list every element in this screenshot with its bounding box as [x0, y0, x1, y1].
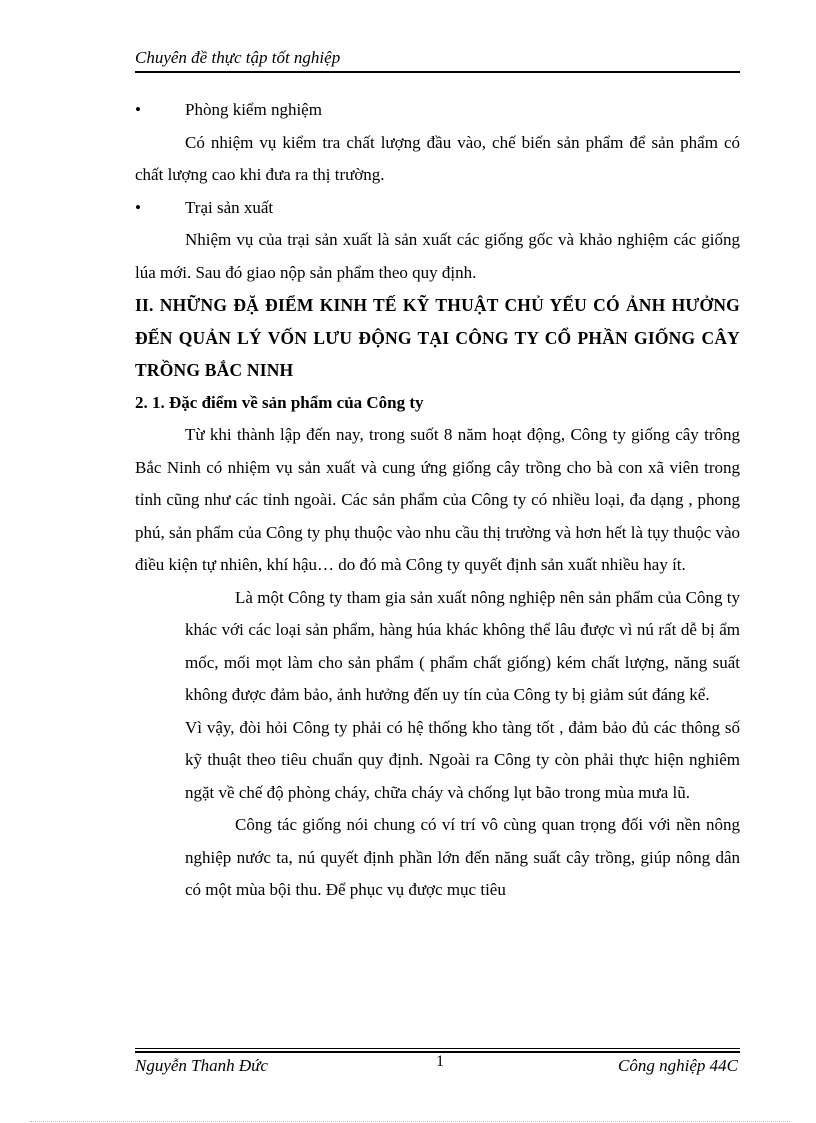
footer-author: Nguyễn Thanh Đức: [135, 1056, 268, 1075]
subsection-heading: 2. 1. Đặc điểm về sản phẩm của Công ty: [135, 392, 424, 412]
page-number: 1: [436, 1053, 444, 1070]
paragraph: Là một Công ty tham gia sản xuất nông nghiệp nên sản phẩm của Công ty khác với các loại sản phẩm, hàng húa khác không thể lâu được vì nú rất dễ bị ẩm mốc, mối mọt làm cho sản phẩm ( phẩm chất giống) kém chất lượng, năng suất không được đảm bảo, ảnh hưởng đến uy tín của Công ty bị giảm sút đáng kể.: [185, 587, 740, 704]
footer-rule: [135, 1048, 740, 1049]
paragraph: Có nhiệm vụ kiểm tra chất lượng đầu vào, chế biến sản phẩm để sản phẩm có chất lượng cao khi đưa ra thị trường.: [135, 132, 740, 184]
bullet-icon: •: [135, 197, 141, 217]
bullet-text: Phòng kiểm nghiệm: [185, 100, 322, 119]
paragraph: Công tác giống nói chung có ví trí vô cùng quan trọng đối với nền nông nghiệp nước ta, nú quyết định phần lớn đến năng suất cây trồng, giúp nông dân có một mùa bội thu. Để phục vụ được mục tiêu: [185, 815, 740, 899]
paragraph: Nhiệm vụ của trại sản xuất là sản xuất các giống gốc và khảo nghiệm các giống lúa mới. Sau đó giao nộp sản phẩm theo quy định.: [135, 230, 740, 282]
bullet-item: [135, 94, 740, 127]
page-edge: [30, 1121, 790, 1122]
footer-class: Công nghiệp 44C: [618, 1056, 738, 1075]
paragraph: Vì vậy, đòi hỏi Công ty phải có hệ thống kho tàng tốt , đảm bảo đủ các thông số kỹ thuật theo tiêu chuẩn quy định. Ngoài ra Công ty còn phải thực hiện nghiêm ngặt về chế độ phòng cháy, chữa cháy và chống lụt bão trong mùa mưa lũ.: [185, 717, 740, 802]
paragraph: Từ khi thành lập đến nay, trong suốt 8 năm hoạt động, Công ty giống cây trông Bắc Ninh có nhiệm vụ sản xuất và cung ứng giống cây trồng cho bà con xã viên trong tỉnh cũng như các tỉnh ngoài. Các sản phẩm của Công ty có nhiều loại, đa dạng , phong phú, sản phẩm của Công ty phụ thuộc vào nhu cầu thị trường và hơn hết là tụy thuộc vào điều kiện tự nhiên, khí hậu… do đó mà Công ty quyết định sản xuất nhiều hay ít.: [135, 425, 740, 574]
page-header: Chuyên đề thực tập tốt nghiệp: [135, 48, 341, 67]
section-heading: II. NHỮNG ĐẶ ĐIỂM KINH TẾ KỸ THUẬT CHỦ YẾU CÓ ẢNH HƯỞNG ĐẾN QUẢN LÝ VỐN LƯU ĐỘNG TẠI CÔNG TY CỔ PHẦN GIỐNG CÂY TRỒNG BẮC NINH: [135, 295, 740, 380]
bullet-icon: •: [135, 100, 141, 119]
header-rule: [135, 71, 740, 73]
bullet-item: [135, 192, 740, 225]
document-body: [135, 94, 740, 907]
bullet-text: Trại sản xuất: [185, 197, 274, 217]
